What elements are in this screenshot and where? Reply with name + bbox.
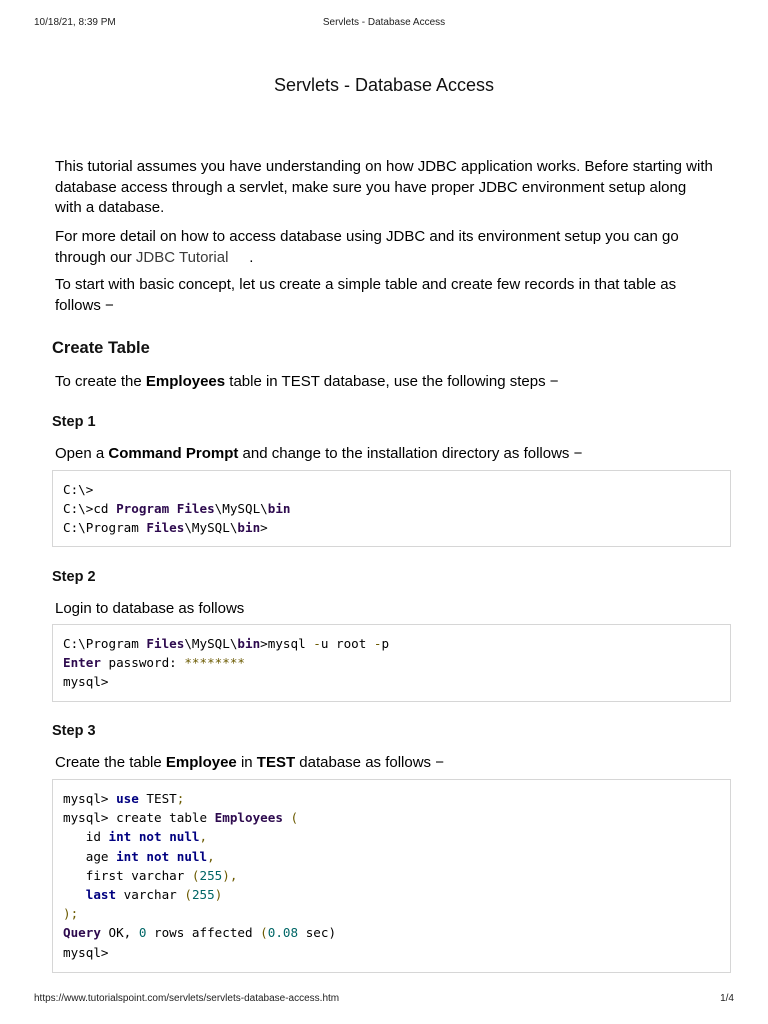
step-1-text: Open a Command Prompt and change to the installation directory as follows − (55, 445, 583, 462)
intro-paragraph-2: For more detail on how to access database using JDBC and its environment setup you can go through our JDBC Tutorial . (55, 228, 679, 266)
print-doc-title: Servlets - Database Access (322, 17, 446, 28)
print-footer (34, 993, 734, 1007)
step-2-text: Login to database as follows (55, 600, 245, 617)
print-page-number: 1/4 (720, 993, 734, 1004)
step-2-heading: Step 2 (52, 569, 96, 585)
create-table-heading: Create Table (52, 339, 150, 357)
step-3-heading: Step 3 (52, 723, 96, 739)
intro-paragraph-1: This tutorial assumes you have understanding on how JDBC application works. Before starting with database access through a servlet, make sure you have proper JDBC environment setup along with a database. (55, 158, 713, 216)
intro-paragraph-3: To start with basic concept, let us create a simple table and create few records in that table as follows − (55, 276, 677, 314)
page-title: Servlets - Database Access (273, 75, 495, 95)
create-table-lead: To create the Employees table in TEST database, use the following steps − (55, 373, 559, 390)
jdbc-tutorial-link[interactable]: JDBC Tutorial (135, 248, 229, 266)
step-3-code-block: mysql> use TEST; mysql> create table Employees ( id int not null, age int not null, first varchar (255), last varchar (255) ); Query OK, 0 rows affected (0.08 sec) mysql> (52, 779, 731, 973)
step-1-code-block: C:\> C:\>cd Program Files\MySQL\bin C:\Program Files\MySQL\bin> (52, 470, 731, 547)
print-url: https://www.tutorialspoint.com/servlets/servlets-database-access.htm (34, 993, 340, 1004)
step-2-code-block: C:\Program Files\MySQL\bin>mysql -u root -p Enter password: ******** mysql> (52, 624, 731, 702)
print-date: 10/18/21, 8:39 PM (34, 17, 116, 28)
print-header (34, 17, 734, 31)
step-3-text: Create the table Employee in TEST database as follows − (55, 754, 444, 771)
step-1-heading: Step 1 (52, 414, 96, 430)
